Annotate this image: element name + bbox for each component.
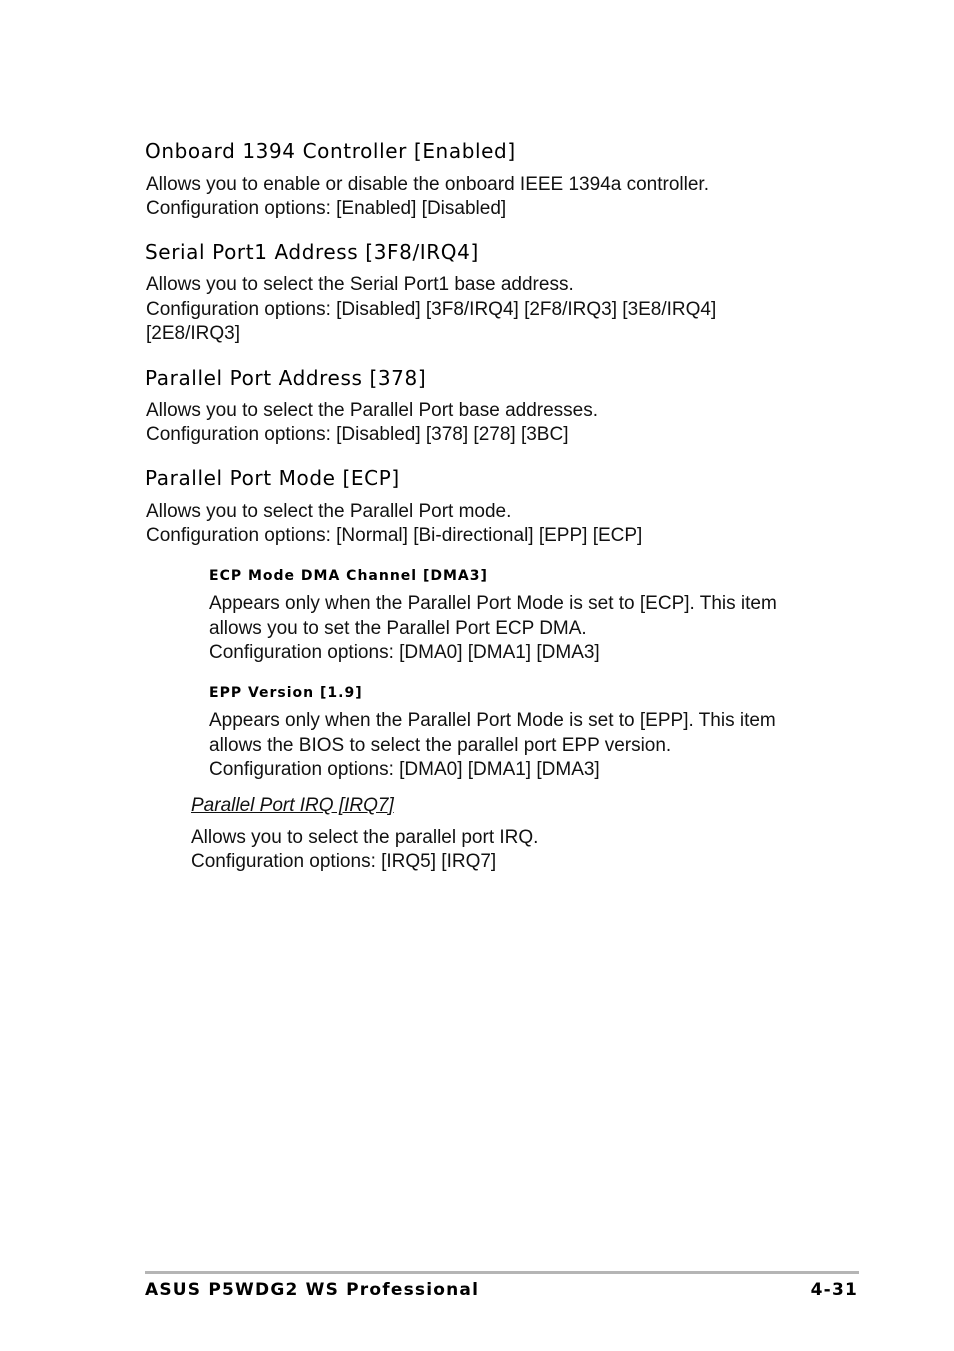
- subsection-text-ecp-dma-channel-line-3: Configuration options: [DMA0] [DMA1] [DMA3]: [209, 642, 600, 663]
- irq-heading: Parallel Port IRQ [IRQ7]: [191, 795, 394, 816]
- subsection-heading-epp-version: EPP Version [1.9]: [209, 685, 363, 701]
- irq-text-line-2: Configuration options: [IRQ5] [IRQ7]: [191, 851, 497, 872]
- subsection-text-ecp-dma-channel-line-1: Appears only when the Parallel Port Mode is set to [ECP]. This item: [209, 593, 777, 614]
- section-text-serial-port1-line-2: Configuration options: [Disabled] [3F8/IRQ4] [2F8/IRQ3] [3E8/IRQ4]: [146, 299, 717, 320]
- footer-product-name: ASUS P5WDG2 WS Professional: [145, 1280, 480, 1300]
- section-heading-serial-port1: Serial Port1 Address [3F8/IRQ4]: [145, 240, 479, 264]
- subsection-text-epp-version-line-3: Configuration options: [DMA0] [DMA1] [DMA3]: [209, 759, 600, 780]
- section-text-onboard-1394-line-2: Configuration options: [Enabled] [Disabled]: [146, 198, 507, 219]
- section-heading-onboard-1394: Onboard 1394 Controller [Enabled]: [145, 139, 516, 163]
- section-text-parallel-port-mode-line-1: Allows you to select the Parallel Port mode.: [146, 501, 512, 522]
- subsection-heading-ecp-dma-channel: ECP Mode DMA Channel [DMA3]: [209, 568, 488, 584]
- section-text-serial-port1-line-3: [2E8/IRQ3]: [146, 323, 240, 344]
- footer-divider: [145, 1271, 859, 1274]
- subsection-text-epp-version-line-2: allows the BIOS to select the parallel port EPP version.: [209, 735, 672, 756]
- section-text-parallel-port-address-line-2: Configuration options: [Disabled] [378] [278] [3BC]: [146, 424, 569, 445]
- irq-text-line-1: Allows you to select the parallel port IRQ.: [191, 827, 539, 848]
- section-text-onboard-1394-line-1: Allows you to enable or disable the onboard IEEE 1394a controller.: [146, 174, 709, 195]
- section-heading-parallel-port-mode: Parallel Port Mode [ECP]: [145, 466, 400, 490]
- section-text-parallel-port-mode-line-2: Configuration options: [Normal] [Bi-directional] [EPP] [ECP]: [146, 525, 643, 546]
- section-text-parallel-port-address-line-1: Allows you to select the Parallel Port base addresses.: [146, 400, 599, 421]
- section-text-serial-port1-line-1: Allows you to select the Serial Port1 base address.: [146, 274, 574, 295]
- footer-page-number: 4-31: [810, 1280, 858, 1300]
- subsection-text-ecp-dma-channel-line-2: allows you to set the Parallel Port ECP DMA.: [209, 618, 587, 639]
- subsection-text-epp-version-line-1: Appears only when the Parallel Port Mode is set to [EPP]. This item: [209, 710, 776, 731]
- section-heading-parallel-port-address: Parallel Port Address [378]: [145, 366, 427, 390]
